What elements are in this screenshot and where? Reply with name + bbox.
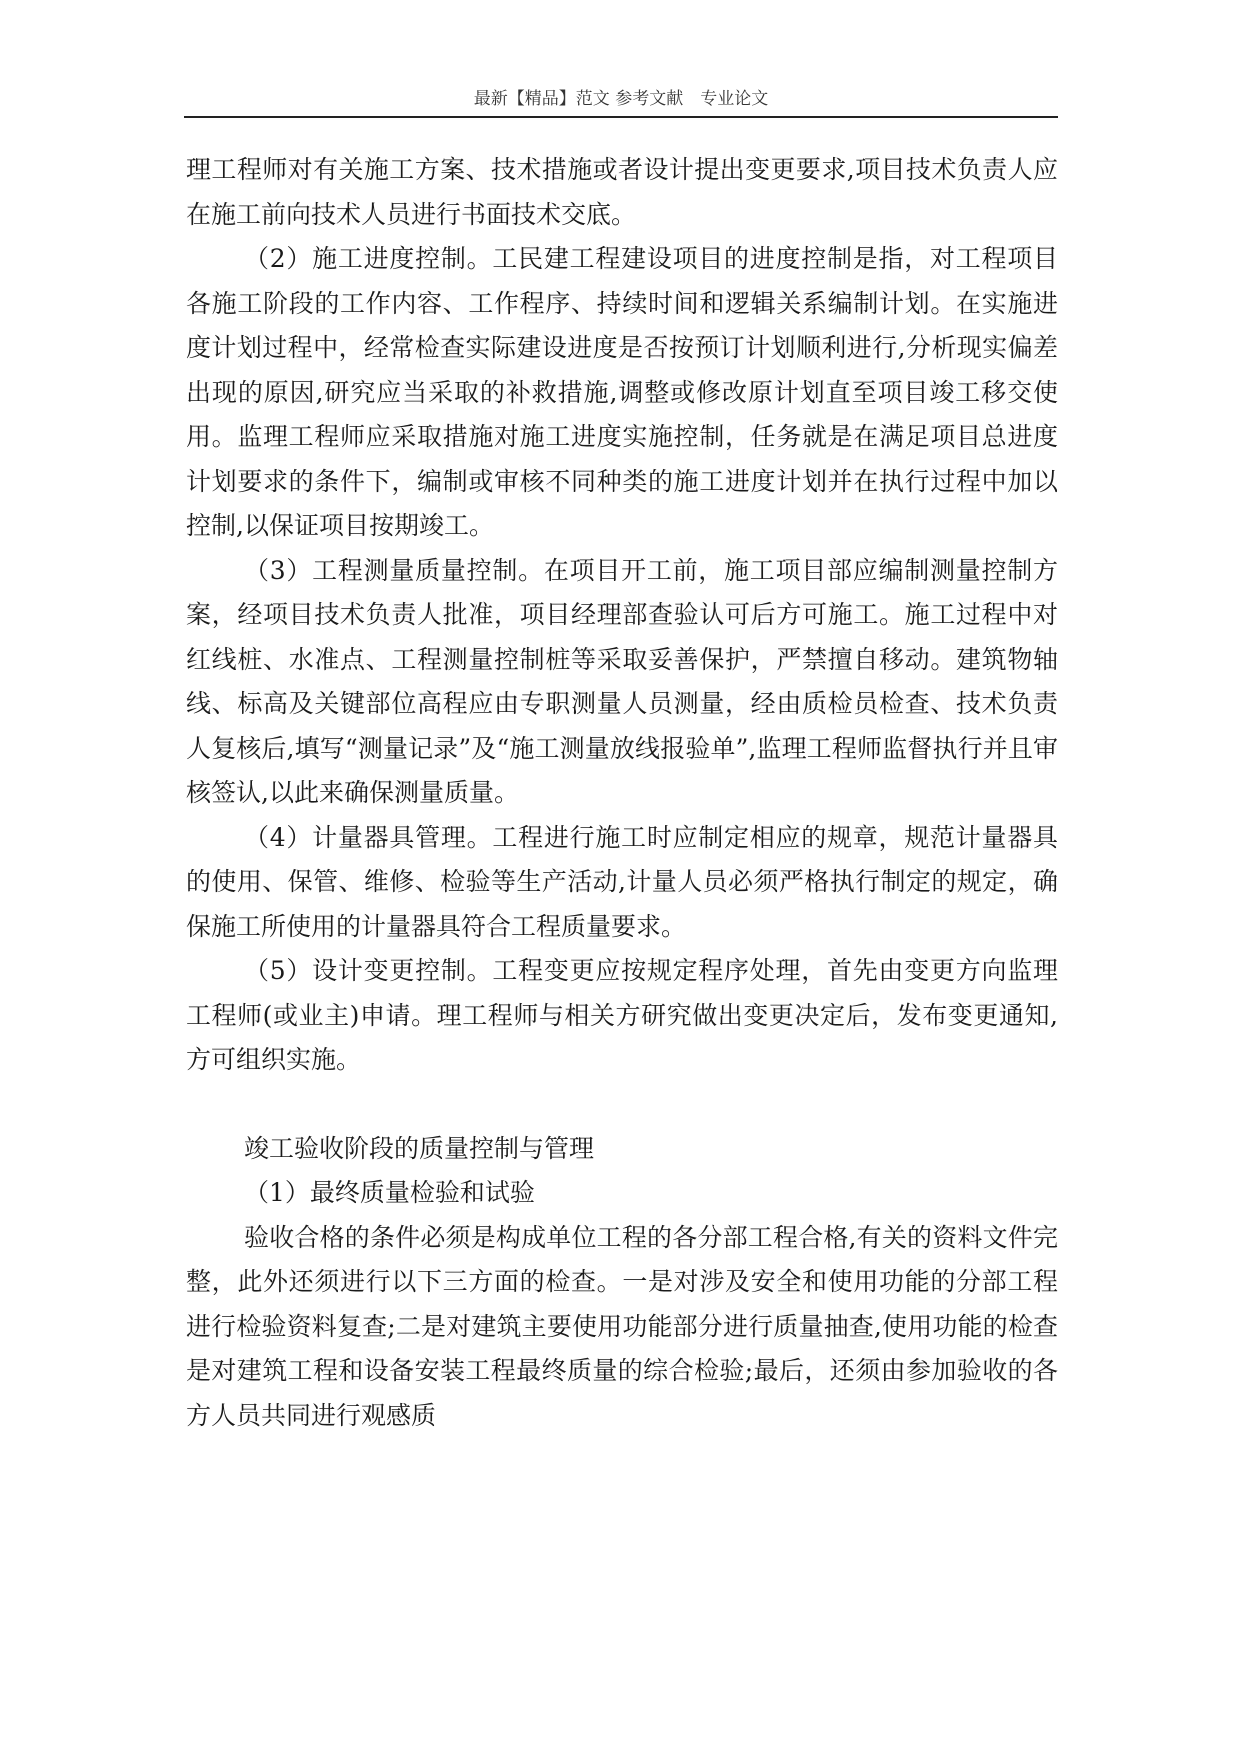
paragraph-acceptance-conditions: 验收合格的条件必须是构成单位工程的各分部工程合格,有关的资料文件完整，此外还须进行以下三方面的检查。一是对涉及安全和使用功能的分部工程进行检验资料复查;二是对建筑主要使用功能部分进行质量抽查,使用功能的检查是对建筑工程和设备安装工程最终质量的综合检验;最后，还须由参加验收的各方人员共同进行观感质 (186, 1222, 1058, 1430)
document-body (186, 148, 1058, 1438)
paragraph-measuring-instruments: （4）计量器具管理。工程进行施工时应制定相应的规章，规范计量器具的使用、保管、维修、检验等生产活动,计量人员必须严格执行制定的规定，确保施工所使用的计量器具符合工程质量要求。 (186, 822, 1058, 941)
paragraph-continuation: 理工程师对有关施工方案、技术措施或者设计提出变更要求,项目技术负责人应在施工前向技术人员进行书面技术交底。 (186, 155, 1058, 229)
page-header (184, 86, 1058, 118)
paragraph-schedule-control: （2）施工进度控制。工民建工程建设项目的进度控制是指，对工程项目各施工阶段的工作内容、工作程序、持续时间和逻辑关系编制计划。在实施进度计划过程中，经常检查实际建设进度是否按预订计划顺利进行,分析现实偏差出现的原因,研究应当采取的补救措施,调整或修改原计划直至项目竣工移交使用。监理工程师应采取措施对施工进度实施控制，任务就是在满足项目总进度计划要求的条件下，编制或审核不同种类的施工进度计划并在执行过程中加以控制,以保证项目按期竣工。 (186, 244, 1058, 540)
section-heading: 竣工验收阶段的质量控制与管理 (244, 1133, 595, 1163)
header-text: 最新【精品】范文 参考文献 专业论文 (473, 89, 769, 109)
paragraph-survey-quality-control: （3）工程测量质量控制。在项目开工前，施工项目部应编制测量控制方案，经项目技术负责人批准，项目经理部查验认可后方可施工。施工过程中对红线桩、水准点、工程测量控制桩等采取妥善保护，严禁擅自移动。建筑物轴线、标高及关键部位高程应由专职测量人员测量，经由质检员检查、技术负责人复核后,填写“测量记录”及“施工测量放线报验单”,监理工程师监督执行并且审核签认,以此来确保测量质量。 (186, 555, 1058, 807)
paragraph-design-change-control: （5）设计变更控制。工程变更应按规定程序处理，首先由变更方向监理工程师(或业主)申请。理工程师与相关方研究做出变更决定后，发布变更通知,方可组织实施。 (186, 956, 1058, 1074)
subsection-heading: （1）最终质量检验和试验 (244, 1178, 535, 1207)
paragraph-spacer (186, 1083, 1058, 1127)
